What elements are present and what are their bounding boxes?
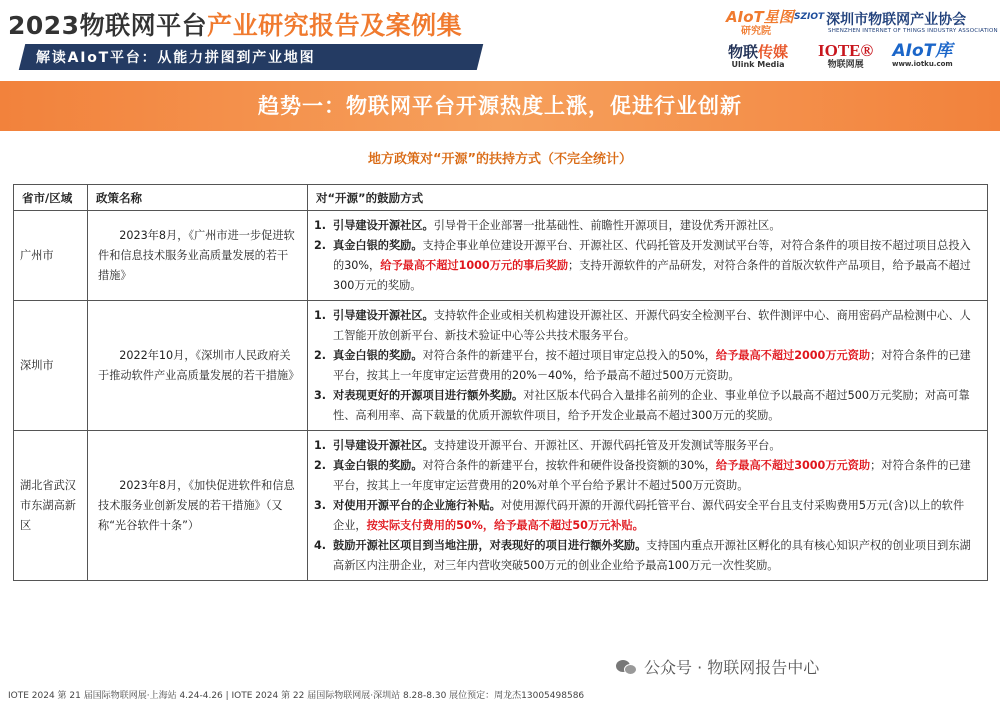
report-title-part1: 2023物联网平台 — [8, 11, 208, 40]
item-heading: 真金白银的奖励。 — [333, 459, 423, 472]
cell-region: 深圳市 — [14, 301, 88, 431]
sziot-logo: SZIOT 深圳市物联网产业协会 SHENZHEN INTERNET OF THINGS INDUSTRY ASSOCIATION — [794, 12, 998, 35]
item-text: 对使用源代码开源的开源代码托管平台、源代码安全平台且支付采购费用5万元(含)以上的软件企业， — [333, 499, 965, 532]
wechat-watermark — [616, 655, 819, 678]
method-item — [314, 216, 971, 236]
item-text: 对社区版本代码合入量排名前列的企业、事业单位予以最高不超过500万元奖励；对高可靠性、高利用率、高下载量的优质开源软件项目，给予开发企业最高不超过300万元的奖励。 — [333, 389, 970, 422]
ulink-media-logo: 物联传媒 Ulink Media — [728, 43, 789, 69]
item-text: 对符合条件的新建平台，按软件和硬件设备投资额的30%， — [422, 459, 716, 472]
item-text: 支持国内重点开源社区孵化的具有核心知识产权的创业项目到东湖高新区内注册企业，对三年内营收突破500万元的创业企业给予最高100万元一次性奖励。 — [333, 539, 971, 572]
cell-method — [308, 211, 988, 301]
method-item — [314, 236, 971, 296]
cell-policy — [88, 431, 308, 581]
report-title-part2: 产业研究报告及案例集 — [207, 11, 463, 40]
item-heading: 引导建设开源社区。 — [333, 309, 434, 322]
header-method: 对“开源”的鼓励方式 — [308, 185, 988, 211]
wechat-icon — [616, 658, 638, 676]
method-item — [314, 386, 971, 426]
table-header-row — [14, 185, 988, 211]
method-item — [314, 496, 971, 536]
aiotku-logo: AIoT库 www.iotku.com — [892, 41, 953, 68]
policy-text: 2023年8月，《加快促进软件和信息技术服务业创新发展的若干措施》（又称“光谷软件十条”） — [98, 478, 295, 532]
table-row — [14, 301, 988, 431]
table-row — [14, 211, 988, 301]
header-policy: 政策名称 — [88, 185, 308, 211]
item-number: 1. — [314, 309, 327, 322]
item-text: 对符合条件的新建平台，按不超过项目审定总投入的50%， — [422, 349, 716, 362]
table-caption: 地方政策对“开源”的扶持方式（不完全统计） — [367, 152, 633, 167]
policy-table — [13, 184, 988, 581]
item-heading: 对表现更好的开源项目进行额外奖励。 — [333, 389, 524, 402]
item-text: 支持建设开源平台、开源社区、开源代码托管及开发测试等服务平台。 — [433, 439, 781, 452]
item-text: 引导骨干企业部署一批基础性、前瞻性开源项目，建设优秀开源社区。 — [433, 219, 781, 232]
cell-region: 广州市 — [14, 211, 88, 301]
report-subtitle: 解读AIoT平台：从能力拼图到产业地图 — [36, 50, 316, 66]
item-text: ；对符合条件的已建平台，按其上一年度审定运营费用的20%－40%，给予最高不超过500万元资助。 — [333, 349, 971, 382]
item-text: 支持软件企业或相关机构建设开源社区、开源代码安全检测平台、软件测评中心、商用密码产品检测中心、人工智能开放创新平台、新技术验证中心等公共技术服务平台。 — [333, 309, 971, 342]
item-heading: 真金白银的奖励。 — [333, 349, 423, 362]
method-item — [314, 346, 971, 386]
method-list — [314, 216, 971, 296]
method-item — [314, 536, 971, 576]
item-number: 2. — [314, 239, 327, 252]
item-number: 2. — [314, 459, 327, 472]
highlight-amount: 给予最高不超过2000万元资助 — [715, 349, 871, 362]
cell-policy — [88, 301, 308, 431]
highlight-amount: 给予最高不超过1000万元的事后奖励 — [380, 259, 569, 272]
item-heading: 引导建设开源社区。 — [333, 439, 434, 452]
item-heading: 鼓励开源社区项目到当地注册，对表现好的项目进行额外奖励。 — [333, 539, 647, 552]
item-number: 1. — [314, 439, 327, 452]
method-item — [314, 456, 971, 496]
trend-banner-text: 趋势一：物联网平台开源热度上涨，促进行业创新 — [258, 94, 742, 118]
item-text: ；对符合条件的已建平台，按其上一年度审定运营费用的20%对单个平台给予累计不超过500万元资助。 — [333, 459, 971, 492]
cell-region: 湖北省武汉市东湖高新区 — [14, 431, 88, 581]
method-item — [314, 306, 971, 346]
aiot-star-logo: AIoT星图 研究院 — [726, 8, 794, 37]
cell-method — [308, 431, 988, 581]
watermark-text: 公众号 · 物联网报告中心 — [644, 658, 820, 677]
footer-note: IOTE 2024 第 21 届国际物联网展·上海站 4.24-4.26 | IOTE 2024 第 22 届国际物联网展·深圳站 8.28-8.30 展位预定：周龙杰13005498586 — [8, 691, 585, 701]
cell-method — [308, 301, 988, 431]
report-title — [8, 6, 462, 42]
table-row — [14, 431, 988, 581]
cell-policy — [88, 211, 308, 301]
policy-text: 2023年8月，《广州市进一步促进软件和信息技术服务业高质量发展的若干措施》 — [98, 228, 295, 282]
item-number: 4. — [314, 539, 327, 552]
policy-text: 2022年10月，《深圳市人民政府关于推动软件产业高质量发展的若干措施》 — [98, 348, 300, 382]
method-item — [314, 436, 971, 456]
method-list — [314, 306, 971, 426]
header-region: 省市/区域 — [14, 185, 88, 211]
iote-logo: IOTE® 物联网展 — [818, 41, 874, 70]
item-heading: 引导建设开源社区。 — [333, 219, 434, 232]
item-number: 1. — [314, 219, 327, 232]
method-list — [314, 436, 971, 576]
item-number: 3. — [314, 499, 327, 512]
item-text: ；支持开源软件的产品研发，对符合条件的首版次软件产品项目，给予最高不超过300万元的奖励。 — [333, 259, 971, 292]
item-heading: 对使用开源平台的企业施行补贴。 — [333, 499, 501, 512]
item-number: 2. — [314, 349, 327, 362]
item-heading: 真金白银的奖励。 — [333, 239, 423, 252]
highlight-amount: 给予最高不超过3000万元资助 — [715, 459, 871, 472]
highlight-amount: 按实际支付费用的50%，给予最高不超过50万元补贴。 — [366, 519, 644, 532]
item-number: 3. — [314, 389, 327, 402]
item-text: 支持企事业单位建设开源平台、开源社区、代码托管及开发测试平台等，对符合条件的项目按不超过项目总投入的30%， — [333, 239, 971, 272]
